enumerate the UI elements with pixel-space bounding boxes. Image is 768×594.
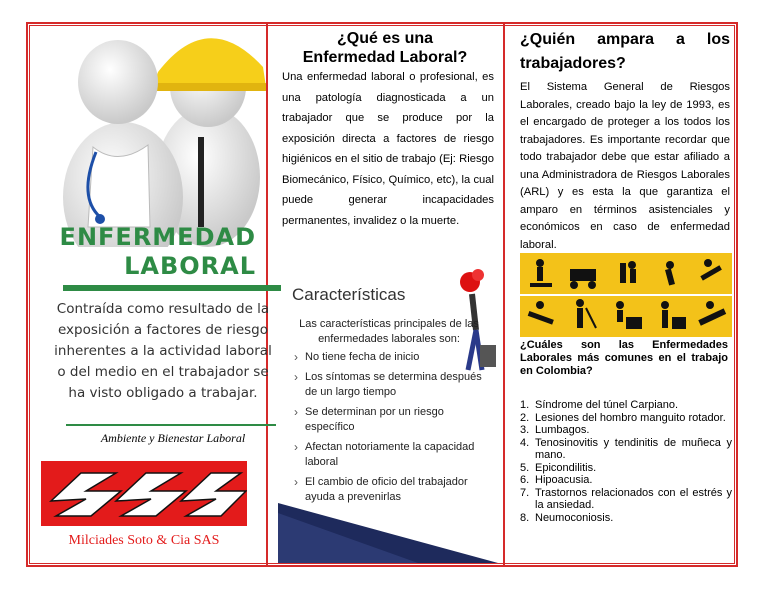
cover-panel xyxy=(38,27,272,562)
list-item: 2. Lesiones del hombro manguito rotador. xyxy=(520,411,726,424)
list-item: 1. Síndrome del túnel Carpiano. xyxy=(520,399,679,411)
company-logo xyxy=(41,461,247,526)
definition-body: Una enfermedad laboral o profesional, es una patología diagnosticada a un trabajador que se produce por la exposición directa a factores de riesgo higiénicos en el sitio de trabajo (Ej: Riesgo Biomecánico, Físico, Químico, etc), la cual puede generar incapacidades permanentes, invalidez o la muerte. xyxy=(282,71,494,227)
definition-panel xyxy=(270,27,502,562)
decorative-navy-wedge xyxy=(278,503,498,563)
hazard-pictograms-icon xyxy=(520,253,732,337)
characteristics-list xyxy=(294,350,484,505)
list-item: 3. Lumbagos. xyxy=(520,424,590,436)
thin-separator xyxy=(66,424,276,426)
list-item: › Los síntomas se determina después de un largo tiempo xyxy=(294,370,484,400)
protection-title-line2: trabajadores? xyxy=(520,55,626,72)
doctor-and-worker-illustration xyxy=(38,27,266,247)
characteristics-title: Características xyxy=(292,285,406,304)
hazard-signs-panel xyxy=(520,253,732,337)
diseases-list xyxy=(520,399,732,524)
list-item: 7. Trastornos relacionados con el estrés y la ansiedad. xyxy=(520,486,732,511)
slogan: Ambiente y Bienestar Laboral xyxy=(100,431,246,445)
cover-title-line2: LABORAL xyxy=(124,252,256,280)
cover-description: Contraída como resultado de la exposición a factores de riesgo inherentes a la actividad laboral o del medio en el trabajador se ha visto obligado a trabajar. xyxy=(54,301,272,401)
list-item: › Afectan notoriamente la capacidad laboral xyxy=(294,440,484,470)
panel-divider-left xyxy=(266,22,268,567)
list-item: 5. Epicondilitis. xyxy=(520,461,597,474)
common-diseases-question: ¿Cuáles son las Enfermedades Laborales más comunes en el trabajo en Colombia? xyxy=(520,339,728,377)
protection-title-line1: ¿Quién ampara a los xyxy=(520,31,730,48)
panel-divider-right xyxy=(503,22,505,567)
characteristics-intro: Las características principales de las enfermedades laborales son: xyxy=(299,318,479,345)
company-name: Milciades Soto & Cia SAS xyxy=(68,533,220,548)
sss-logo-icon xyxy=(41,461,247,526)
list-item: 6. Hipoacusia. xyxy=(520,474,593,486)
list-item: › No tiene fecha de inicio xyxy=(294,350,484,365)
definition-title: ¿Qué es una Enfermedad Laboral? xyxy=(302,30,468,66)
list-item: 4. Tenosinovitis y tendinitis de muñeca y mano. xyxy=(520,436,732,461)
protection-body: El Sistema General de Riesgos Laborales, creado bajo la ley de 1993, es el encargado de proteger a los todos los trabajadores. Es importante recordar que todo trabajador debe que estar afiliado a una Administradora de Riesgos Laborales (ARL) y es esta la que garantiza el amparo en términos asistenciales y económicos en caso de enfermedad laboral. xyxy=(520,81,730,251)
protection-panel xyxy=(508,27,733,562)
characteristics-box xyxy=(294,317,484,510)
green-separator xyxy=(63,285,281,291)
list-item: › El cambio de oficio del trabajador ayuda a prevenirlas xyxy=(294,475,484,505)
cover-title-line1: ENFERMEDAD xyxy=(59,223,256,251)
list-item: › Se determinan por un riesgo específico xyxy=(294,405,484,435)
list-item: 8. Neumoconiosis. xyxy=(520,511,614,524)
